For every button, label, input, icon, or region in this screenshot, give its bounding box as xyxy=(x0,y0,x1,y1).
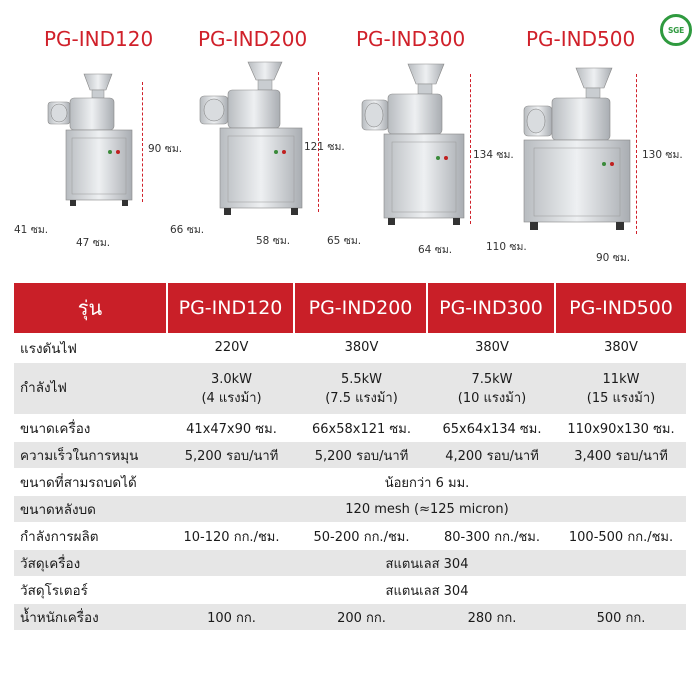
height-line-pg-ind300 xyxy=(470,74,471,224)
row-input-size xyxy=(14,469,686,496)
height-line-pg-ind120 xyxy=(142,82,143,202)
row-label: วัสดุเครื่อง xyxy=(14,550,168,577)
machine-image-pg-ind120 xyxy=(36,72,136,212)
row-rotor-material xyxy=(14,577,686,604)
row-label: น้ำหนักเครื่อง xyxy=(14,604,168,631)
height-label-pg-ind200: 121 ซม. xyxy=(304,141,345,153)
depth-label-pg-ind500: 110 ซม. xyxy=(486,241,527,253)
cell: 100-500 กก./ชม. xyxy=(556,523,686,550)
cell: 41x47x90 ซม. xyxy=(168,415,295,442)
header-pg-ind120: PG-IND120 xyxy=(168,283,295,333)
cell xyxy=(556,363,686,415)
row-size xyxy=(14,415,686,442)
model-title-pg-ind120: PG-IND120 xyxy=(44,27,154,51)
height-label-pg-ind500: 130 ซม. xyxy=(642,149,683,161)
power-kw: 3.0kW xyxy=(210,371,253,387)
cell: 380V xyxy=(556,333,686,363)
depth-label-pg-ind200: 66 ซม. xyxy=(170,224,205,236)
cell-merged: สแตนเลส 304 xyxy=(168,577,686,604)
power-kw: 5.5kW xyxy=(340,371,383,387)
power-hp: (7.5 แรงม้า) xyxy=(325,390,398,406)
model-title-pg-ind200: PG-IND200 xyxy=(198,27,308,51)
power-hp: (15 แรงม้า) xyxy=(586,390,656,406)
row-label: ความเร็วในการหมุน xyxy=(14,442,168,469)
cell: 220V xyxy=(168,333,295,363)
width-label-pg-ind200: 58 ซม. xyxy=(256,235,291,247)
cell: 4,200 รอบ/นาที xyxy=(428,442,556,469)
header-pg-ind300: PG-IND300 xyxy=(428,283,556,333)
row-label: กำลังการผลิต xyxy=(14,523,168,550)
row-power xyxy=(14,363,686,415)
cell: 380V xyxy=(428,333,556,363)
spec-table xyxy=(14,283,686,631)
depth-label-pg-ind120: 41 ซม. xyxy=(14,224,49,236)
cell xyxy=(295,363,428,415)
machine-image-pg-ind300 xyxy=(358,62,470,228)
row-label: ขนาดหลังบด xyxy=(14,496,168,523)
model-title-pg-ind500: PG-IND500 xyxy=(526,27,636,51)
header-model: รุ่น xyxy=(14,283,168,333)
cell: 80-300 กก./ชม. xyxy=(428,523,556,550)
row-capacity xyxy=(14,523,686,550)
width-label-pg-ind120: 47 ซม. xyxy=(76,237,111,249)
power-hp: (10 แรงม้า) xyxy=(457,390,527,406)
cell-merged: น้อยกว่า 6 มม. xyxy=(168,469,686,496)
width-label-pg-ind500: 90 ซม. xyxy=(596,252,631,264)
row-label: แรงดันไฟ xyxy=(14,333,168,363)
width-label-pg-ind300: 64 ซม. xyxy=(418,244,453,256)
model-title-pg-ind300: PG-IND300 xyxy=(356,27,466,51)
cell: 66x58x121 ซม. xyxy=(295,415,428,442)
row-weight xyxy=(14,604,686,631)
height-label-pg-ind300: 134 ซม. xyxy=(473,149,514,161)
cell: 5,200 รอบ/นาที xyxy=(295,442,428,469)
cell: 200 กก. xyxy=(295,604,428,631)
cell: 380V xyxy=(295,333,428,363)
cell: 50-200 กก./ชม. xyxy=(295,523,428,550)
cell-merged: สแตนเลส 304 xyxy=(168,550,686,577)
height-label-pg-ind120: 90 ซม. xyxy=(148,143,183,155)
brand-logo xyxy=(660,14,692,46)
power-kw: 7.5kW xyxy=(471,371,513,387)
power-hp: (4 แรงม้า) xyxy=(201,390,262,406)
cell: 65x64x134 ซม. xyxy=(428,415,556,442)
height-line-pg-ind500 xyxy=(636,74,637,234)
machine-image-pg-ind200 xyxy=(192,60,308,218)
row-output-size xyxy=(14,496,686,523)
cell xyxy=(168,363,295,415)
row-label: วัสดุโรเตอร์ xyxy=(14,577,168,604)
row-body-material xyxy=(14,550,686,577)
power-kw: 11kW xyxy=(602,371,640,387)
depth-label-pg-ind300: 65 ซม. xyxy=(327,235,362,247)
row-label: ขนาดที่สามรถบดได้ xyxy=(14,469,168,496)
cell xyxy=(428,363,556,415)
row-label: กำลังไฟ xyxy=(14,363,168,415)
cell: 500 กก. xyxy=(556,604,686,631)
header-pg-ind200: PG-IND200 xyxy=(295,283,428,333)
brand-logo-text: SGE xyxy=(667,25,685,35)
cell-merged: 120 mesh (≈125 micron) xyxy=(168,496,686,523)
row-label: ขนาดเครื่อง xyxy=(14,415,168,442)
cell: 110x90x130 ซม. xyxy=(556,415,686,442)
cell: 3,400 รอบ/นาที xyxy=(556,442,686,469)
cell: 5,200 รอบ/นาที xyxy=(168,442,295,469)
cell: 10-120 กก./ชม. xyxy=(168,523,295,550)
cell: 280 กก. xyxy=(428,604,556,631)
spec-table-header xyxy=(14,283,686,333)
cell: 100 กก. xyxy=(168,604,295,631)
machine-image-pg-ind500 xyxy=(518,66,638,236)
row-voltage xyxy=(14,333,686,363)
header-pg-ind500: PG-IND500 xyxy=(556,283,686,333)
row-speed xyxy=(14,442,686,469)
